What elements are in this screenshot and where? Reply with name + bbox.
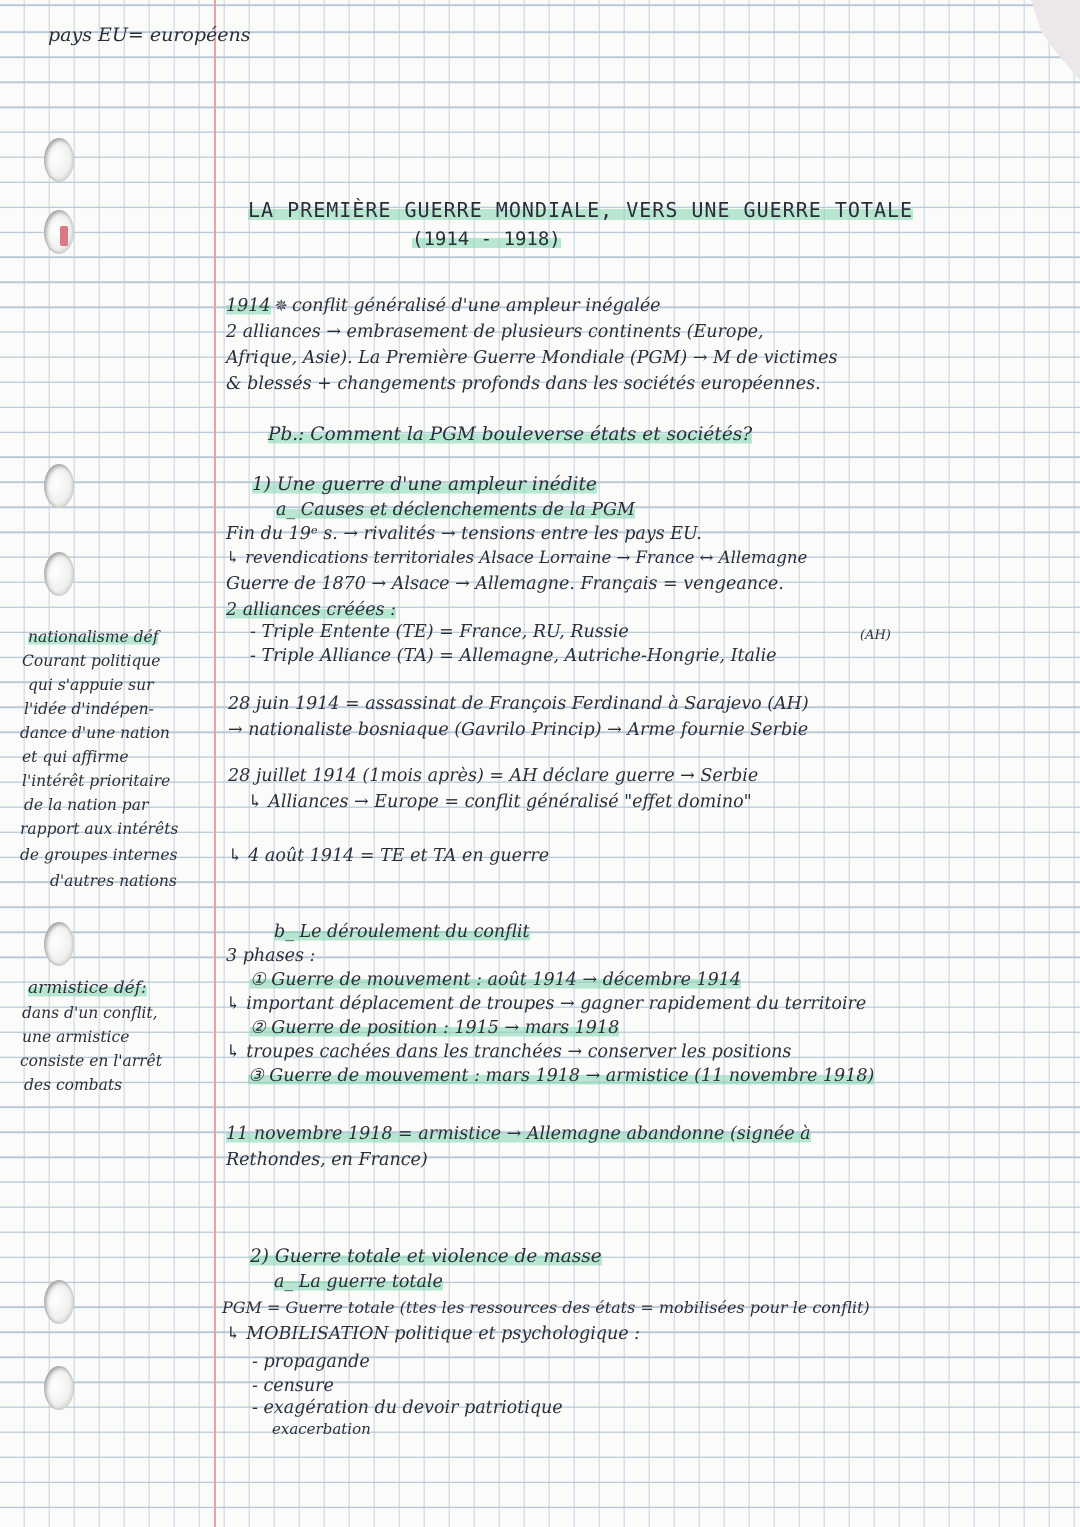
margin-note-line: qui s'appuie sur xyxy=(28,676,154,694)
phase-3-text: ③ Guerre de mouvement : mars 1918 → armistice (11 novembre 1918) xyxy=(248,1066,875,1086)
binder-hole xyxy=(44,552,74,596)
margin-note-line: rapport aux intérêts xyxy=(20,820,179,838)
section-2-heading-text: 2) Guerre totale et violence de masse xyxy=(250,1246,602,1267)
margin-note-line: des combats xyxy=(24,1076,123,1094)
s1-line: → nationaliste bosniaque (Gavrilo Princip) → Arme fournie Serbie xyxy=(228,720,809,740)
intro-line-3: Afrique, Asie). La Première Guerre Mondiale (PGM) → M de victimes xyxy=(226,348,838,368)
pink-mark xyxy=(60,226,68,246)
section-1-heading xyxy=(252,474,597,495)
intro-year: 1914 xyxy=(226,296,271,316)
margin-note-line: l'intérêt prioritaire xyxy=(22,772,171,790)
intro-line-1-text: conflit généralisé d'une ampleur inégalée xyxy=(291,296,661,316)
problem-text: Pb.: Comment la PGM bouleverse états et sociétés? xyxy=(268,424,753,445)
section-2a-heading-text: a_ La guerre totale xyxy=(274,1272,443,1292)
page-title-dates: (1914 - 1918) xyxy=(412,228,561,250)
binder-hole xyxy=(44,1280,74,1324)
margin-note-armistice-title-text: armistice déf: xyxy=(28,978,147,998)
binder-hole xyxy=(44,210,74,254)
binder-hole xyxy=(44,464,74,508)
phase-line xyxy=(250,1018,619,1038)
page-title: LA PREMIÈRE GUERRE MONDIALE, VERS UNE GUERRE TOTALE xyxy=(248,198,914,222)
s1-line: ↳ Alliances → Europe = conflit généralisé "effet domino" xyxy=(248,792,752,812)
margin-note-line: consiste en l'arrêt xyxy=(20,1052,162,1070)
section-2a-heading xyxy=(274,1272,443,1292)
s2-line: - exagération du devoir patriotique xyxy=(252,1398,563,1418)
s1-line: Fin du 19ᵉ s. → rivalités → tensions entre les pays EU. xyxy=(226,524,702,544)
margin-note-nationalisme-title-text: nationalisme déf xyxy=(28,628,159,646)
intro-line-2: 2 alliances → embrasement de plusieurs continents (Europe, xyxy=(226,322,764,342)
s1-ah-note: (AH) xyxy=(860,628,891,643)
intro-line-1 xyxy=(226,296,661,316)
binder-hole xyxy=(44,1366,74,1410)
problem-statement xyxy=(268,424,752,445)
section-1a-heading-text: a_ Causes et déclenchements de la PGM xyxy=(276,500,635,520)
margin-note-armistice-title xyxy=(28,978,147,998)
s2-line: - censure xyxy=(252,1376,334,1396)
s1-line: ↳ 4 août 1914 = TE et TA en guerre xyxy=(228,846,550,866)
phase-detail: ↳ troupes cachées dans les tranchées → conserver les positions xyxy=(226,1042,792,1062)
phases-title: 3 phases : xyxy=(226,946,316,966)
phase-2-text: ② Guerre de position : 1915 → mars 1918 xyxy=(250,1018,620,1038)
phase-line xyxy=(250,970,741,990)
s2-line: - propagande xyxy=(252,1352,370,1372)
section-1a-heading xyxy=(276,500,635,520)
margin-note-nationalisme-title xyxy=(28,628,158,646)
margin-note-line: Courant politique xyxy=(22,652,161,670)
margin-note-line: dans d'un conflit, xyxy=(22,1004,158,1022)
s1-line: 28 juillet 1914 (1mois après) = AH déclare guerre → Serbie xyxy=(228,766,759,786)
section-2-heading xyxy=(250,1246,602,1267)
margin-note-line: de la nation par xyxy=(24,796,149,814)
star-icon: ✵ xyxy=(274,296,288,315)
header-note: pays EU= européens xyxy=(48,24,251,46)
s1-line: - Triple Alliance (TA) = Allemagne, Autriche-Hongrie, Italie xyxy=(250,646,777,666)
s1-alliances-label: 2 alliances créées : xyxy=(226,600,397,620)
s1-line: Guerre de 1870 → Alsace → Allemagne. Français = vengeance. xyxy=(226,574,784,594)
torn-corner xyxy=(1010,0,1080,80)
armistice-line-1 xyxy=(226,1124,811,1144)
s2-line: ↳ MOBILISATION politique et psychologique : xyxy=(226,1324,641,1344)
margin-note-line: dance d'une nation xyxy=(20,724,170,742)
armistice-line-2: Rethondes, en France) xyxy=(226,1150,428,1170)
s1-line xyxy=(226,600,396,620)
section-1b-heading xyxy=(274,922,530,942)
armistice-line-1-text: 11 novembre 1918 = armistice → Allemagne abandonne (signée à xyxy=(226,1124,811,1144)
s2-line: exacerbation xyxy=(272,1420,371,1438)
s1-line: - Triple Entente (TE) = France, RU, Russie xyxy=(250,622,629,642)
margin-line xyxy=(214,0,216,1527)
binder-hole xyxy=(44,138,74,182)
section-1-heading-text: 1) Une guerre d'une ampleur inédite xyxy=(252,474,597,495)
s1-line: 28 juin 1914 = assassinat de François Ferdinand à Sarajevo (AH) xyxy=(228,694,809,714)
margin-note-line: une armistice xyxy=(22,1028,130,1046)
margin-note-line: de groupes internes xyxy=(20,846,178,864)
section-1b-heading-text: b_ Le déroulement du conflit xyxy=(274,922,530,942)
margin-note-line: l'idée d'indépen- xyxy=(24,700,154,718)
margin-note-line: d'autres nations xyxy=(50,872,177,890)
margin-note-line: et qui affirme xyxy=(22,748,129,766)
intro-line-4: & blessés + changements profonds dans les sociétés européennes. xyxy=(226,374,821,394)
phase-line xyxy=(248,1066,874,1086)
s2-line: PGM = Guerre totale (ttes les ressources des états = mobilisées pour le conflit) xyxy=(222,1298,870,1317)
phase-1-text: ① Guerre de mouvement : août 1914 → décembre 1914 xyxy=(250,970,742,990)
binder-hole xyxy=(44,922,74,966)
phase-detail: ↳ important déplacement de troupes → gagner rapidement du territoire xyxy=(226,994,867,1014)
s1-line: ↳ revendications territoriales Alsace Lorraine → France ↔ Allemagne xyxy=(226,548,808,567)
